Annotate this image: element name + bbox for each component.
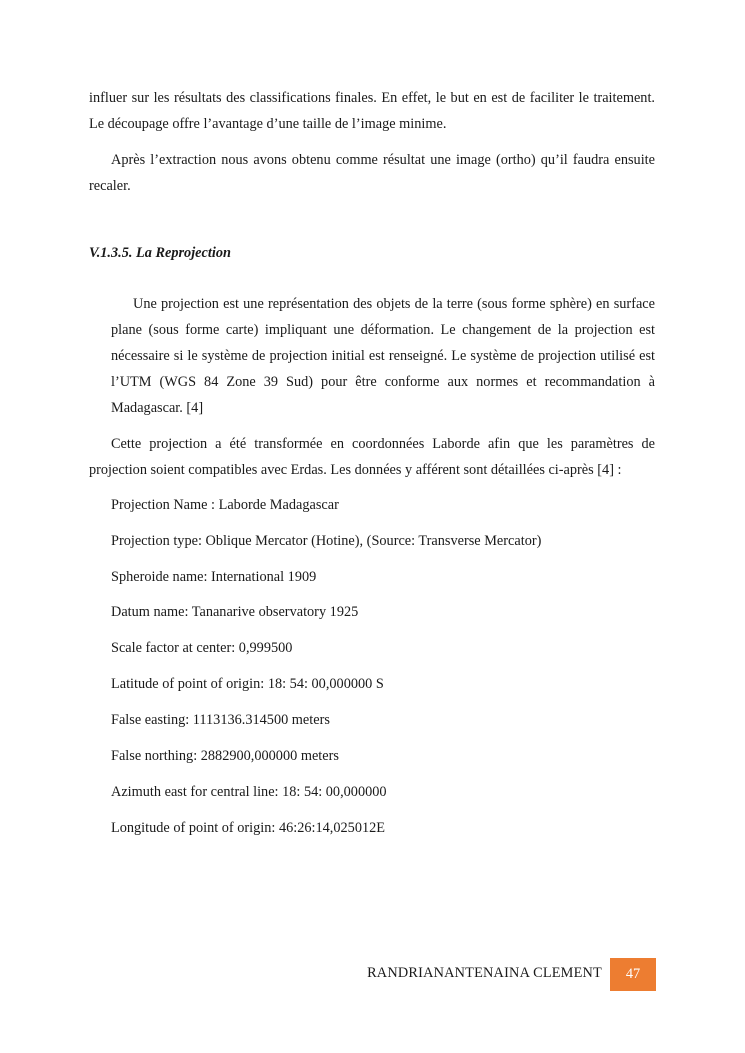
section-paragraph-2: Cette projection a été transformée en coordonnées Laborde afin que les paramètres de projection soient compatibles avec Erdas. Les données y afférent sont détaillées ci-après [4] : <box>89 436 655 478</box>
spec-projection-name: Projection Name : Laborde Madagascar <box>111 497 339 513</box>
spec-azimuth: Azimuth east for central line: 18: 54: 00,000000 <box>111 784 387 800</box>
spec-false-northing: False northing: 2882900,000000 meters <box>111 748 339 764</box>
section-paragraph-1: Une projection est une représentation des objets de la terre (sous forme sphère) en surface plane (sous forme carte) impliquant une déformation. Le changement de la projection est nécessaire si le système de projection initial est renseigné. Le système de projection utilisé est l’UTM (WGS 84 Zone 39 Sud) pour être conforme aux normes et recommandation à Madagascar. [4] <box>111 296 655 416</box>
footer-author: RANDRIANANTENAINA CLEMENT <box>367 965 602 981</box>
section-heading: V.1.3.5. La Reprojection <box>89 245 231 261</box>
spec-projection-type: Projection type: Oblique Mercator (Hotine), (Source: Transverse Mercator) <box>111 533 542 549</box>
intro-paragraph-1: influer sur les résultats des classifications finales. En effet, le but en est de faciliter le traitement. Le découpage offre l’avantage d’une taille de l’image minime. <box>89 90 655 132</box>
spec-false-easting: False easting: 1113136.314500 meters <box>111 712 330 728</box>
spec-latitude-origin: Latitude of point of origin: 18: 54: 00,000000 S <box>111 676 384 692</box>
spec-scale-factor: Scale factor at center: 0,999500 <box>111 640 293 656</box>
intro-paragraph-2: Après l’extraction nous avons obtenu comme résultat une image (ortho) qu’il faudra ensuite recaler. <box>89 152 655 194</box>
spec-spheroide-name: Spheroide name: International 1909 <box>111 569 317 585</box>
page-number: 47 <box>625 966 641 982</box>
page-number-badge <box>610 958 656 991</box>
spec-longitude-origin: Longitude of point of origin: 46:26:14,025012E <box>111 820 386 836</box>
spec-datum-name: Datum name: Tananarive observatory 1925 <box>111 604 359 620</box>
